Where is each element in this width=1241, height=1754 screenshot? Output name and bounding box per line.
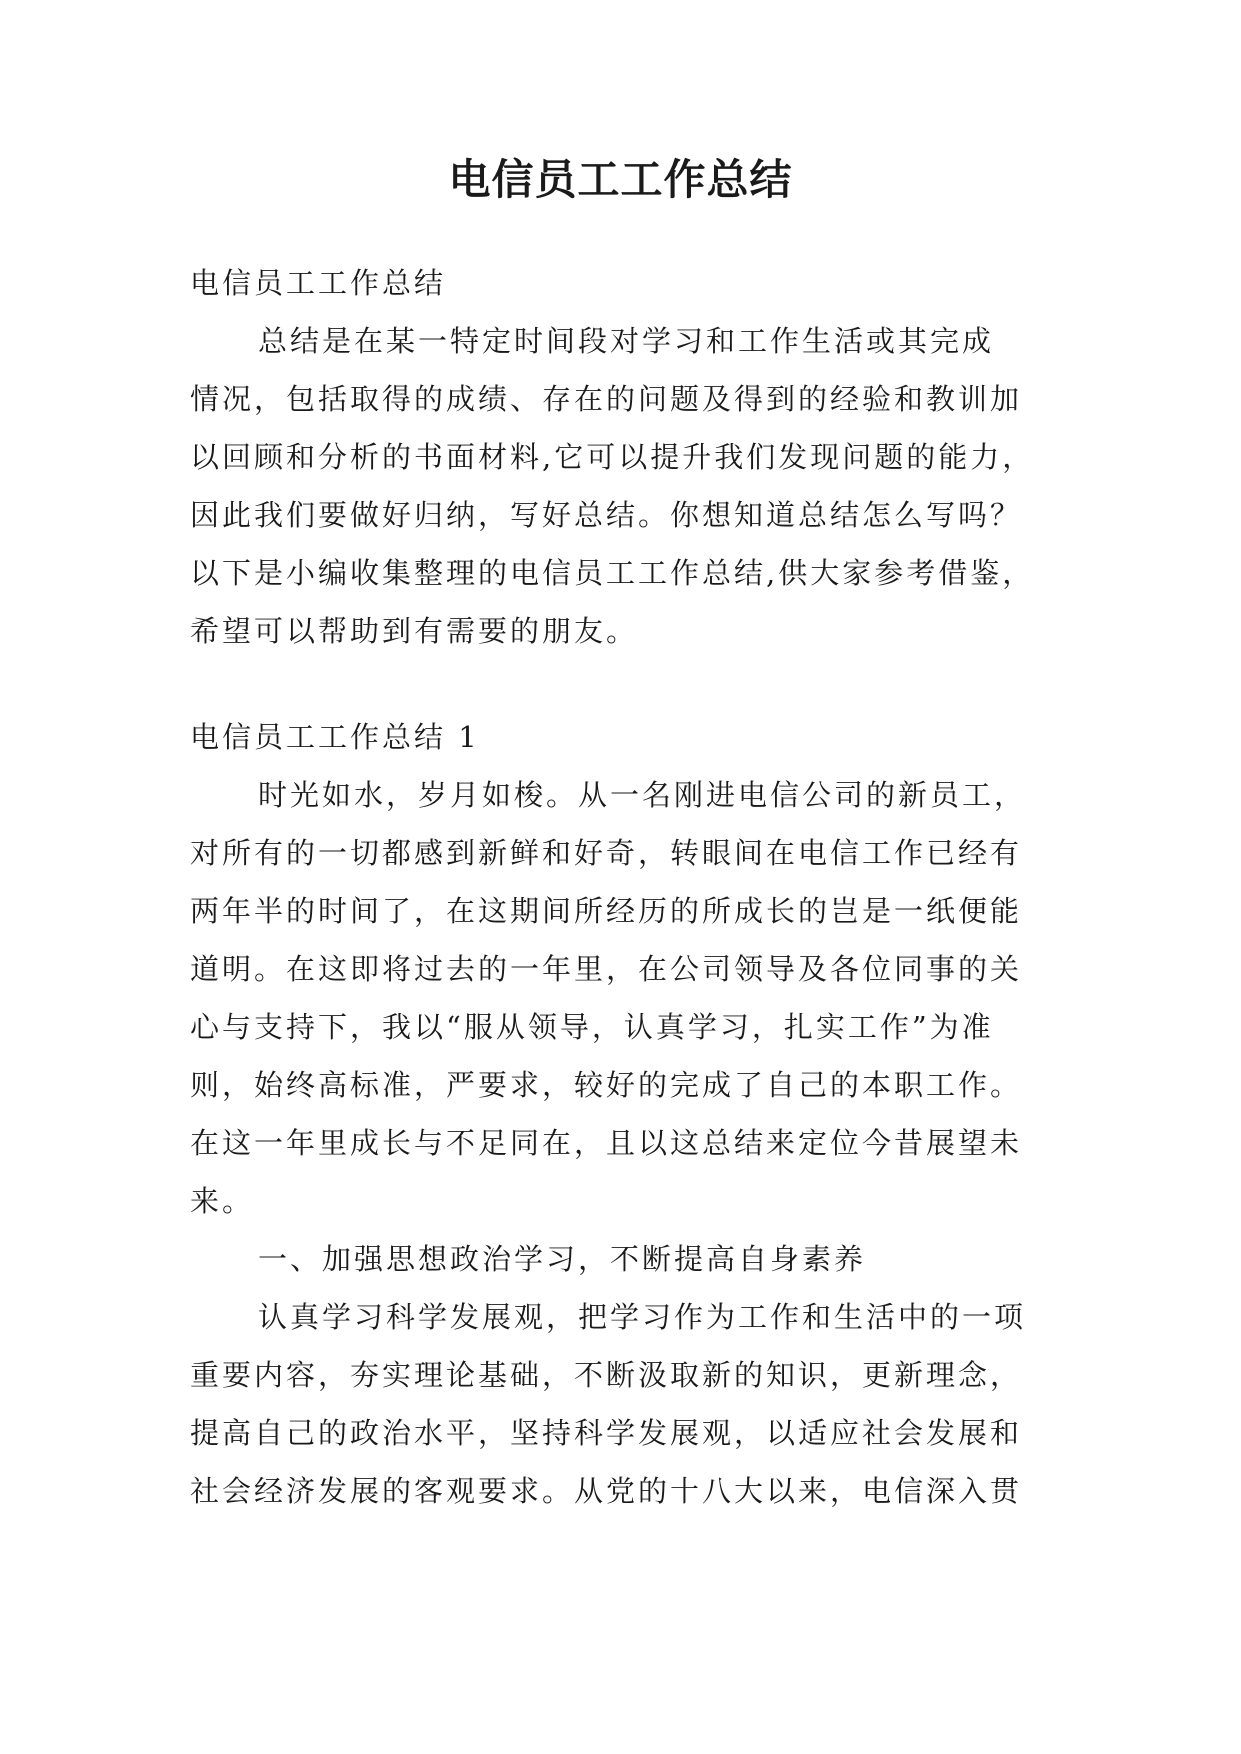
intro-line: 以回顾和分析的书面材料,它可以提升我们发现问题的能力， xyxy=(190,440,1035,474)
intro-line: 总结是在某一特定时间段对学习和工作生活或其完成 xyxy=(258,324,995,358)
intro-line: 情况，包括取得的成绩、存在的问题及得到的经验和教训加 xyxy=(190,382,1023,416)
intro-line: 以下是小编收集整理的电信员工工作总结,供大家参考借鉴， xyxy=(190,556,1035,590)
paragraph-line: 时光如水，岁月如梭。从一名刚进电信公司的新员工， xyxy=(258,778,1027,812)
section-1 xyxy=(190,708,1060,1520)
paragraph-line: 两年半的时间了，在这期间所经历的所成长的岂是一纸便能 xyxy=(190,894,1023,928)
paragraph-line: 来。 xyxy=(190,1184,255,1218)
paragraph-line: 重要内容，夯实理论基础，不断汲取新的知识，更新理念， xyxy=(190,1358,1023,1392)
paragraph-line: 认真学习科学发展观，把学习作为工作和生活中的一项 xyxy=(258,1300,1027,1334)
paragraph-line: 社会经济发展的客观要求。从党的十八大以来，电信深入贯 xyxy=(190,1474,1023,1508)
paragraph-line: 对所有的一切都感到新鲜和好奇，转眼间在电信工作已经有 xyxy=(190,836,1023,870)
subsection-heading: 一、加强思想政治学习，不断提高自身素养 xyxy=(258,1242,867,1276)
paragraph-line: 在这一年里成长与不足同在，且以这总结来定位今昔展望未 xyxy=(190,1126,1023,1160)
document-title: 电信员工工作总结 xyxy=(448,155,793,204)
paragraph-line: 道明。在这即将过去的一年里，在公司领导及各位同事的关 xyxy=(190,952,1023,986)
section-1-heading: 电信员工工作总结 1 xyxy=(190,720,480,754)
paragraph-line: 提高自己的政治水平，坚持科学发展观，以适应社会发展和 xyxy=(190,1416,1023,1450)
paragraph-line: 则，始终高标准，严要求，较好的完成了自己的本职工作。 xyxy=(190,1068,1023,1102)
intro-line: 希望可以帮助到有需要的朋友。 xyxy=(190,614,639,648)
intro-line: 因此我们要做好归纳，写好总结。你想知道总结怎么写吗？ xyxy=(190,498,1023,532)
intro-section xyxy=(190,254,1060,660)
intro-heading: 电信员工工作总结 xyxy=(190,266,447,300)
paragraph-line: 心与支持下，我以“服从领导，认真学习，扎实工作”为准 xyxy=(190,1010,994,1044)
